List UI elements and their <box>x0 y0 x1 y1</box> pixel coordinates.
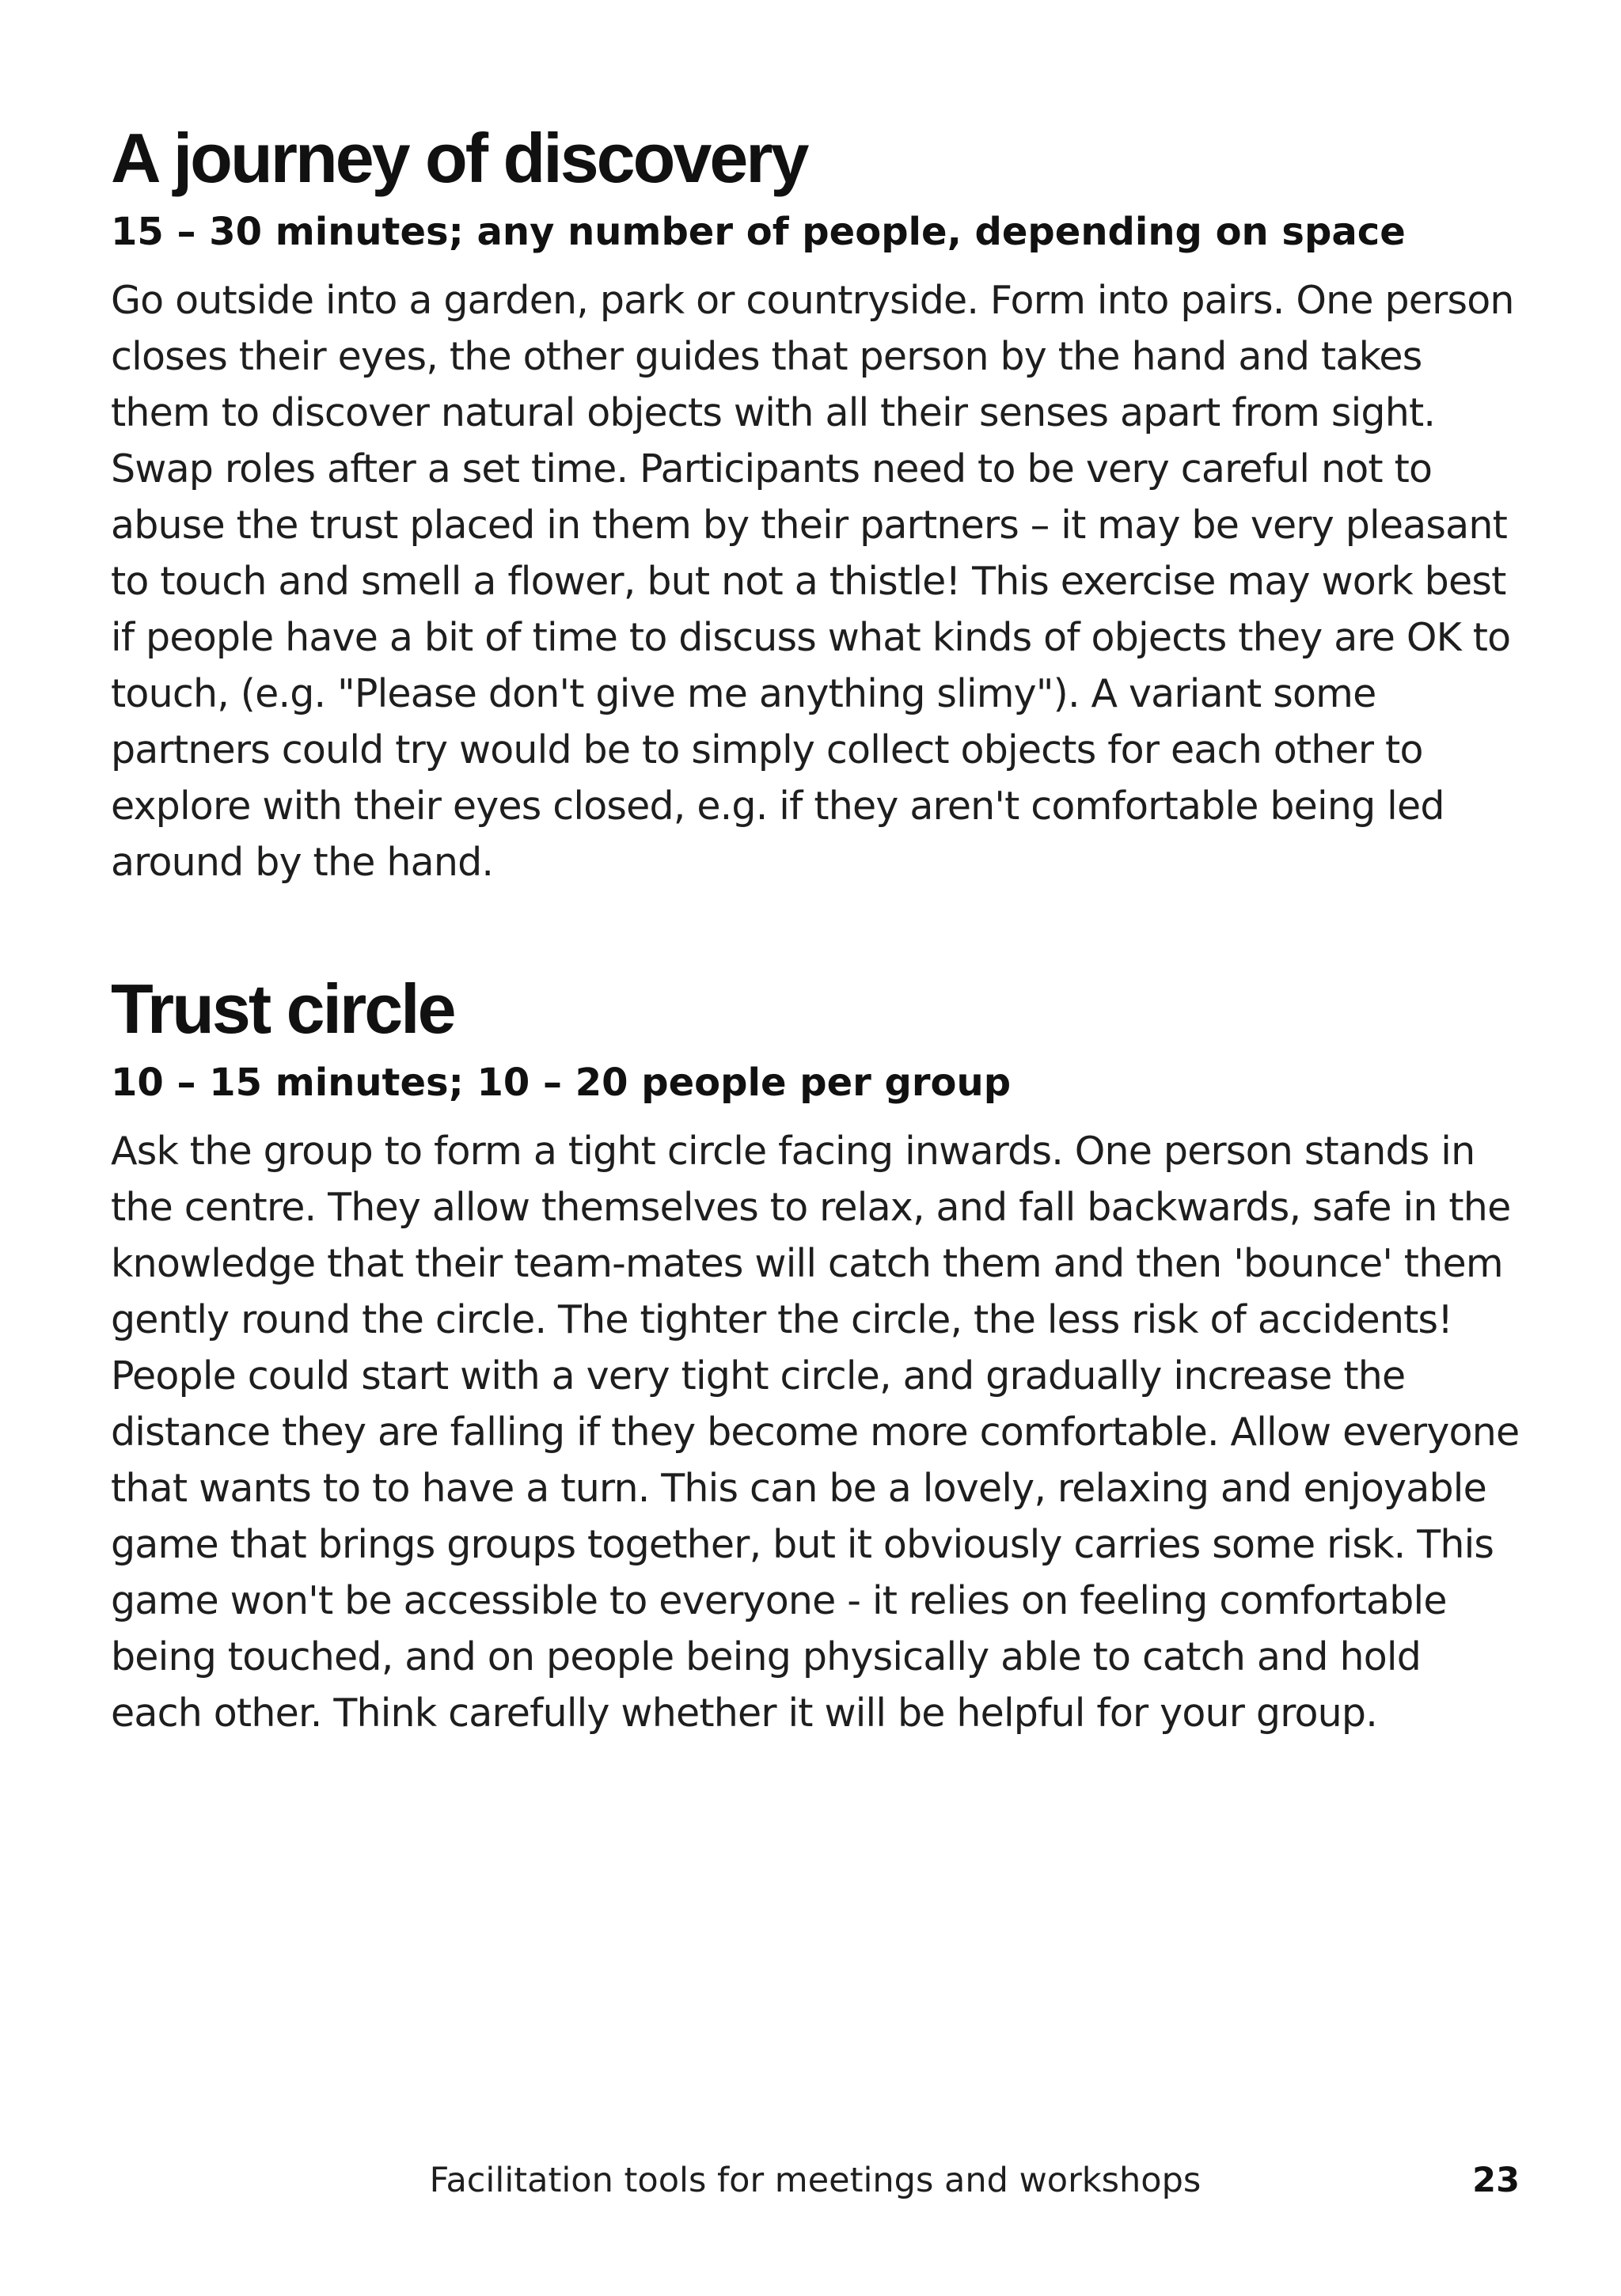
section-body-paragraph: Go outside into a garden, park or countryside. Form into pairs. One person closes their eyes, the other guides that person by the hand and takes them to discover natural objects with all their senses apart from sight. Swap roles after a set time. Participants need to be very careful not to abuse the trust placed in them by their partners – it may be very pleasant to touch and smell a flower, but not a thistle! This exercise may work best if people have a bit of time to discuss what kinds of objects they are OK to touch, (e.g. "Please don't give me anything slimy"). A variant some partners could try would be to simply collect objects for each other to explore with their eyes closed, e.g. if they aren't comfortable being led around by the hand. <box>111 278 1514 885</box>
section-duration-info: 10 – 15 minutes; 10 – 20 people per group <box>111 1061 1012 1105</box>
page-number: 23 <box>1472 2161 1520 2200</box>
section-journey-of-discovery <box>111 119 1520 890</box>
page-footer <box>111 2153 1520 2208</box>
section-trust-circle <box>111 970 1520 1741</box>
footer-publication-title: Facilitation tools for meetings and workshops <box>429 2161 1202 2200</box>
section-heading: Trust circle <box>111 970 454 1048</box>
section-body-paragraph: Ask the group to form a tight circle facing inwards. One person stands in the centre. They allow themselves to relax, and fall backwards, safe in the knowledge that their team-mates will catch them and then 'bounce' them gently round the circle. The tighter the circle, the less risk of accidents! People could start with a very tight circle, and gradually increase the distance they are falling if they become more comfortable. Allow everyone that wants to to have a turn. This can be a lovely, relaxing and enjoyable game that brings groups together, but it obviously carries some risk. This game won't be accessible to everyone - it relies on feeling comfortable being touched, and on people being physically able to catch and hold each other. Think carefully whether it will be helpful for your group. <box>111 1129 1520 1736</box>
section-heading: A journey of discovery <box>111 119 807 197</box>
section-duration-info: 15 – 30 minutes; any number of people, depending on space <box>111 210 1406 254</box>
